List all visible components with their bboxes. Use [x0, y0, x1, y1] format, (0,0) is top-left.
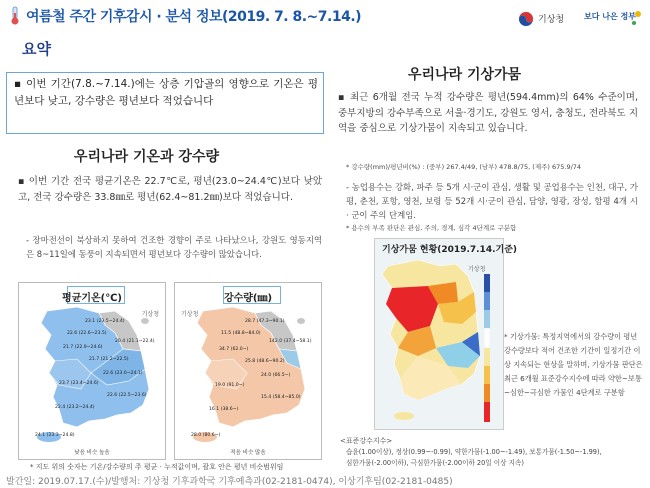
index-legend-heading: <표준강수지수> — [340, 437, 393, 445]
temperature-map-label: 20.4 (21.1~22.4) — [115, 339, 155, 344]
temperature-map-title: 평균기온(℃) — [62, 293, 122, 304]
korea-map-temperature — [19, 303, 165, 447]
drought-precip-note: * 강수량(mm)/평년비(%) : (중부) 267.4/49, (남부) 478.8/75, (제주) 675.9/74 — [346, 163, 582, 171]
summary-heading: 요약 — [22, 40, 51, 58]
drought-definition-note: * 기상가뭄: 특정지역에서의 강수량이 평년 강수량보다 적어 건조한 기간이 일정기간 이상 지속되는 현상을 말하며, 기상가뭄 판단은 최근 6개월 표준강수지수에 따라 약한~보통~심한~극심한 가뭄인 4단계로 구분함 — [504, 332, 643, 397]
drought-map-title: 기상가뭄 현황(2019.7.14.기준) — [382, 245, 518, 255]
index-legend-line: 심한가뭄(-2.00이하), 극심한가뭄(-2.00이하 20일 이상 지속) — [346, 459, 524, 467]
temperature-map-label: 22.6 (22.6~23.5) — [67, 331, 107, 336]
precipitation-map-label: 28.7 (47.3~90.1) — [245, 319, 285, 324]
temperature-map-label: 21.7 (21.2~22.5) — [89, 357, 129, 362]
precipitation-map-label: 19.0 (91.0~) — [215, 383, 245, 388]
drought-water-supply: - 농업용수는 강화, 파주 등 5개 시·군이 관심, 생활 및 공업용수는 인천, 대구, 가평, 춘천, 포항, 영천, 보령 등 52개 시·군이 관심, 담양, 영광, 장성, 함평 4개 시 · 군이 주의 단계임. — [346, 182, 638, 220]
temperature-sub-bullet: - 장마전선이 북상하지 못하여 건조한 경향이 주로 나타났으나, 강원도 영동지역은 8~11일에 동풍이 지속되면서 평년보다 강수량이 많았습니다. — [26, 235, 322, 259]
korea-map-precipitation — [175, 303, 321, 447]
temperature-section-title: 우리나라 기온과 강수량 — [74, 149, 219, 165]
drought-bullet: ▪ 최근 6개월 전국 누적 강수량은 평년(594.4mm)의 64% 수준이며, 중부지방의 강수부족으로 서울·경기도, 강원도 영서, 충청도, 전라북도 지역을 중심으로 기상가뭄이 지속되고 있습니다. — [338, 92, 638, 134]
precipitation-map-label: 16.1 (38.6~) — [209, 407, 239, 412]
precipitation-map — [174, 282, 322, 460]
precipitation-map-label: 142.0 (37.4~58.1) — [269, 339, 312, 344]
map-footnote: * 지도 위의 숫자는 기온/강수량의 주 평균 · 누적값이며, 괄호 안은 평년 비슷범위임 — [30, 463, 284, 471]
precipitation-index-legend — [340, 436, 646, 469]
temperature-map-label: 21.7 (22.9~24.6) — [63, 345, 103, 350]
temperature-map-label: 24.1 (23.3~24.8) — [35, 433, 75, 438]
precipitation-map-label: 11.5 (48.8~84.0) — [221, 331, 261, 336]
thermometer-icon — [6, 6, 24, 26]
precipitation-map-logo: 기상청 — [181, 311, 199, 318]
drought-water-note: * 용수의 부족 판단은 관심, 주의, 경계, 심각 4단계로 구분함 — [346, 224, 517, 232]
temperature-map-label: 23.7 (23.4~24.6) — [59, 381, 99, 386]
precipitation-map-label: 34.7 (62.0~) — [219, 347, 249, 352]
temperature-map-logo: 기상청 — [141, 311, 159, 318]
precipitation-map-label: 15.4 (58.4~85.0) — [261, 395, 301, 400]
temperature-map-legend: 낮음 비슷 높음 — [74, 450, 110, 456]
page-title: 여름철 주간 기후감시 · 분석 정보(2019. 7. 8.~7.14.) — [26, 9, 362, 25]
precipitation-map-label: 25.8 (48.6~90.2) — [245, 359, 285, 364]
temperature-bullet: ▪ 이번 기간 전국 평균기온은 22.7℃로, 평년(23.0~24.4℃)보다 낮았고, 전국 강수량은 33.8㎜로 평년(62.4~81.2㎜)보다 적었습니다. — [18, 176, 322, 203]
korea-map-drought — [378, 256, 482, 426]
precipitation-map-legend: 적음 비슷 많음 — [230, 450, 266, 456]
temperature-map-label: 23.1 (23.5~24.4) — [85, 319, 125, 324]
government-logo-text: 보다 나은 정부 — [584, 12, 636, 21]
drought-section-title: 우리나라 기상가뭄 — [408, 67, 522, 83]
kma-logo-text: 기상청 — [538, 15, 565, 25]
temperature-map — [18, 282, 166, 460]
drought-map-logo: 기상청 — [468, 266, 486, 273]
temperature-map-label: 22.4 (23.2~24.4) — [55, 405, 95, 410]
precipitation-map-label: 24.0 (66.5~) — [261, 373, 291, 378]
temperature-map-label: 22.6 (23.0~24.1) — [103, 371, 143, 376]
temperature-map-label: 22.6 (22.5~23.6) — [107, 393, 147, 398]
drought-color-scale — [484, 274, 490, 422]
precipitation-map-title: 강수량(㎜) — [223, 293, 273, 304]
index-legend-line: 습윤(1.00이상), 정상(0.99~-0.99), 약한가뭄(-1.00~-1.49), 보통가뭄(-1.50~-1.99), — [346, 448, 602, 456]
precipitation-map-label: 28.0 (80.6~) — [191, 433, 221, 438]
footer-publication-info: 발간일: 2019.07.17.(수)/발행처: 기상청 기후과학국 기후예측과(02-2181-0474), 이상기후팀(02-2181-0485) — [6, 477, 453, 487]
summary-text: ▪ 이번 기간(7.8.~7.14.)에는 상층 기압골의 영향으로 기온은 평년보다 낮고, 강수량은 평년보다 적었습니다 — [14, 78, 318, 107]
